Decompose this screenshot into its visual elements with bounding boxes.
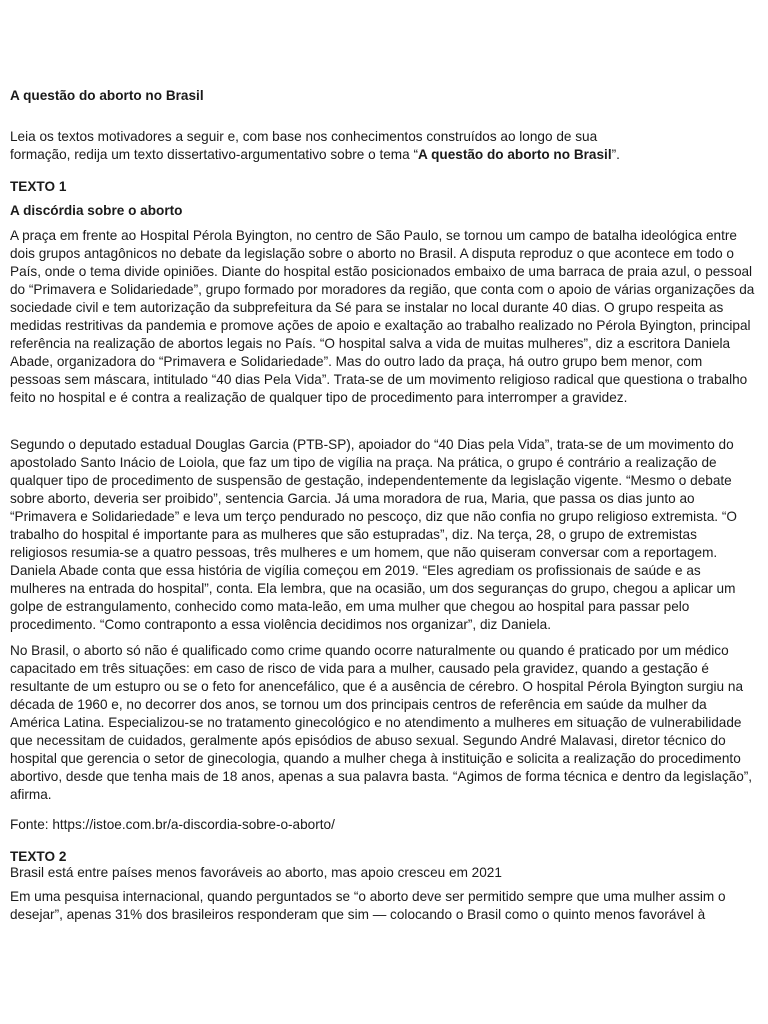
page-title: A questão do aborto no Brasil: [10, 88, 204, 103]
texto2-heading: Brasil está entre países menos favoráveis ao aborto, mas apoio cresceu em 2021: [10, 865, 502, 880]
texto1-paragraph-3: No Brasil, o aborto só não é qualificado como crime quando ocorre naturalmente ou quando é praticado por um médico capacitado em três situações: em caso de risco de vida para a mulher, causado pela gravidez, quando a gestação é resultante de um estupro ou se o feto for anencefálico, que é a ausência de cérebro. O hospital Pérola Byington surgiu na década de 1960 e, no decorrer dos anos, se tornou um dos principais centros de referência em saúde da mulher da América Latina. Especializou-se no tratamento ginecológico e no atendimento a mulheres em situação de vulnerabilidade que necessitam de cuidados, geralmente após episódios de abuso sexual. Segundo André Malavasi, diretor técnico do hospital que gerencia o setor de ginecologia, quando a mulher chega à instituição e solicita a realização do procedimento abortivo, desde que tenha mais de 18 anos, apenas a sua palavra basta. “Agimos de forma técnica e dentro da legislação”, afirma.: [10, 643, 753, 802]
intro-text: Leia os textos motivadores a seguir e, com base nos conhecimentos construídos ao longo de sua formação, redija um texto dissertativo-argumentativo sobre o tema “: [10, 129, 598, 162]
texto1-source: Fonte: https://istoe.com.br/a-discordia-sobre-o-aborto/: [10, 817, 335, 832]
texto2-label: TEXTO 2: [10, 849, 67, 864]
texto2-paragraph: Em uma pesquisa internacional, quando perguntados se “o aborto deve ser permitido sempre que uma mulher assim o desejar”, apenas 31% dos brasileiros responderam que sim — colocando o Brasil como o quinto menos favorável à: [10, 889, 726, 922]
texto1-label: TEXTO 1: [10, 179, 67, 194]
intro-end: ”.: [611, 147, 620, 162]
texto1-paragraph-2: Segundo o deputado estadual Douglas Garcia (PTB-SP), apoiador do “40 Dias pela Vida”, trata-se de um movimento do apostolado Santo Inácio de Loiola, que faz um tipo de vigília na praça. Na prática, o grupo é contrário a realização de qualquer tipo de procedimento de suspensão de gestação, independentemente da legislação vigente. “Mesmo o debate sobre aborto, deveria ser proibido”, sentencia Garcia. Já uma moradora de rua, Maria, que passa os dias junto ao “Primavera e Solidariedade” e leva um terço pendurado no pescoço, diz que não confia no grupo religioso extremista. “O trabalho do hospital é importante para as mulheres que são estupradas”, diz. Na terça, 28, o grupo de extremistas religiosos resumia-se a quatro pessoas, três mulheres e um homem, que não quiseram conversar com a reportagem. Daniela Abade conta que essa história de vigília começou em 2019. “Eles agrediam os profissionais de saúde e as mulheres na entrada do hospital”, conta. Ela lembra, que na ocasião, um dos seguranças do grupo, chegou a aplicar um golpe de estrangulamento, conhecido como mata-leão, em uma mulher que chegou ao hospital para passar pelo procedimento. “Como contraponto a essa violência decidimos nos organizar”, diz Daniela.: [10, 437, 737, 632]
texto1-paragraph-1: A praça em frente ao Hospital Pérola Byington, no centro de São Paulo, se tornou um campo de batalha ideológica entre dois grupos antagônicos no debate da legislação sobre o aborto no Brasil. A disputa reproduz o que acontece em todo o País, onde o tema divide opiniões. Diante do hospital estão posicionados embaixo de uma barraca de praia azul, o pessoal do “Primavera e Solidariedade”, grupo formado por moradores da região, que conta com o apoio de várias organizações da sociedade civil e tem autorização da subprefeitura da Sé para se instalar no local durante 40 dias. O grupo respeita as medidas restritivas da pandemia e promove ações de apoio e exaltação ao trabalho realizado no Pérola Byington, principal referência na realização de abortos legais no País. “O hospital salva a vida de muitas mulheres”, diz a escritora Daniela Abade, organizadora do “Primavera e Solidariedade”. Mas do outro lado da praça, há outro grupo bem menor, com pessoas sem máscara, intitulado “40 dias Pela Vida”. Trata-se de um movimento religioso radical que questiona o trabalho feito no hospital e é contra a realização de qualquer tipo de procedimento para interromper a gravidez.: [10, 228, 755, 405]
intro-theme: A questão do aborto no Brasil: [418, 147, 612, 162]
texto1-heading: A discórdia sobre o aborto: [10, 203, 183, 218]
intro-paragraph: [10, 128, 660, 164]
